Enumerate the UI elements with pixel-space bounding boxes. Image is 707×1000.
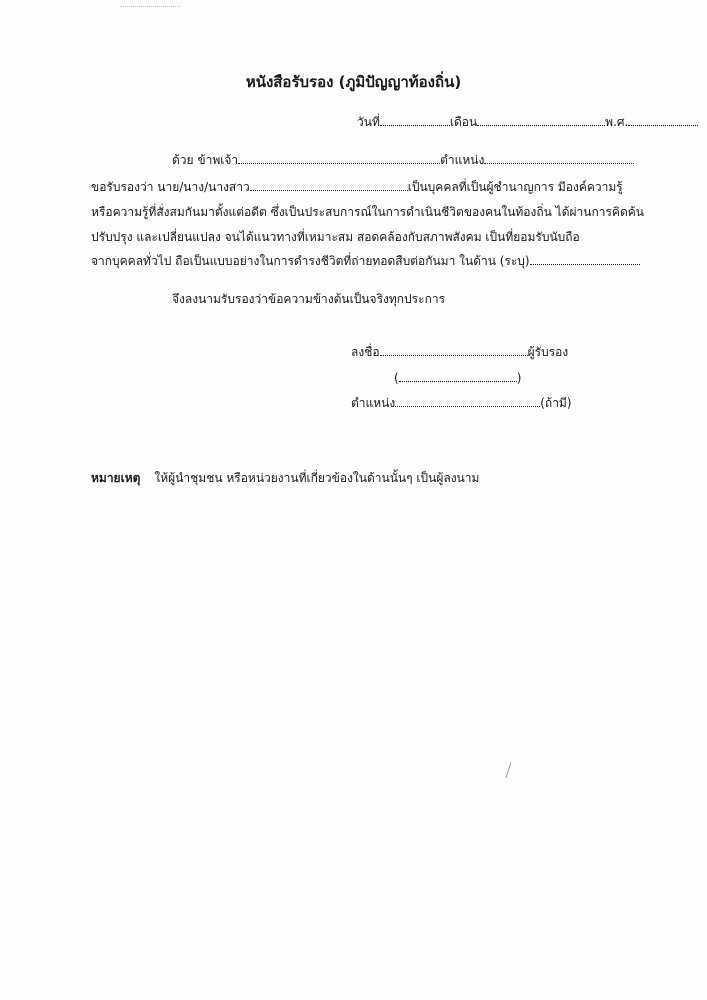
note-text: ให้ผู้นำชุมชน หรือหน่วยงานที่เกี่ยวข้องในด้านนั้นๆ เป็นผู้ลงนาม [154, 471, 480, 485]
body-line-5 [91, 253, 640, 269]
certify-statement: จึงลงนามรับรองว่าข้อความข้างต้นเป็นจริงทุกประการ [172, 292, 446, 306]
pen-mark [506, 762, 512, 778]
printed-name-line [394, 370, 521, 386]
signer-role: ผู้รับรอง [527, 345, 569, 359]
scan-mark [120, 0, 180, 7]
year-label: พ.ศ. [605, 115, 629, 129]
field-blank [530, 253, 640, 265]
body-line-2 [91, 179, 623, 195]
certify-person-label: ขอรับรองว่า นาย/นาง/นางสาว [91, 180, 250, 194]
declarant-blank [238, 152, 440, 164]
printed-name-blank [399, 370, 517, 382]
declarant-position-blank [484, 152, 634, 164]
signer-position-label: ตำแหน่ง [351, 396, 396, 410]
body-line-3: หรือความรู้ที่สั่งสมกันมาตั้งแต่อดีต ซึ่งเป็นประสบการณ์ในการดำเนินชีวิตของคนในท้องถิ่น ได้ผ่านการคิดค้น [91, 205, 644, 219]
person-name-blank [250, 179, 408, 191]
day-label: วันที่ [357, 115, 380, 129]
month-label: เดือน [449, 115, 478, 129]
declarant-label: ด้วย ข้าพเจ้า [172, 153, 239, 167]
name-close-paren: ) [516, 371, 522, 385]
signer-position-blank [395, 395, 540, 407]
declarant-position-label: ตำแหน่ง [440, 153, 485, 167]
sign-label: ลงชื่อ [351, 345, 380, 359]
expert-statement: เป็นบุคคลที่เป็นผู้ชำนาญการ มีองค์ความรู้ [407, 180, 623, 194]
year-blank [628, 114, 698, 126]
document-title: หนังสือรับรอง (ภูมิปัญญาท้องถิ่น) [245, 73, 462, 91]
signature-line [351, 344, 568, 360]
signer-position-line [351, 395, 572, 411]
date-line [357, 114, 698, 130]
name-open-paren: ( [394, 371, 399, 385]
if-any-note: (ถ้ามี) [540, 396, 572, 410]
month-blank [477, 114, 605, 126]
specify-field-label: จากบุคคลทั่วไป ถือเป็นแบบอย่างในการดำรงชีวิตที่ถ่ายทอดสืบต่อกันมา ในด้าน (ระบุ) [91, 254, 530, 268]
body-line-1 [172, 152, 634, 168]
day-blank [380, 114, 450, 126]
note [91, 470, 479, 486]
signature-blank [380, 344, 528, 356]
body-line-4: ปรับปรุง และเปลี่ยนแปลง จนได้แนวทางที่เหมาะสม สอดคล้องกับสภาพสังคม เป็นที่ยอมรับนับถือ [91, 230, 580, 244]
note-label: หมายเหตุ [91, 471, 141, 485]
